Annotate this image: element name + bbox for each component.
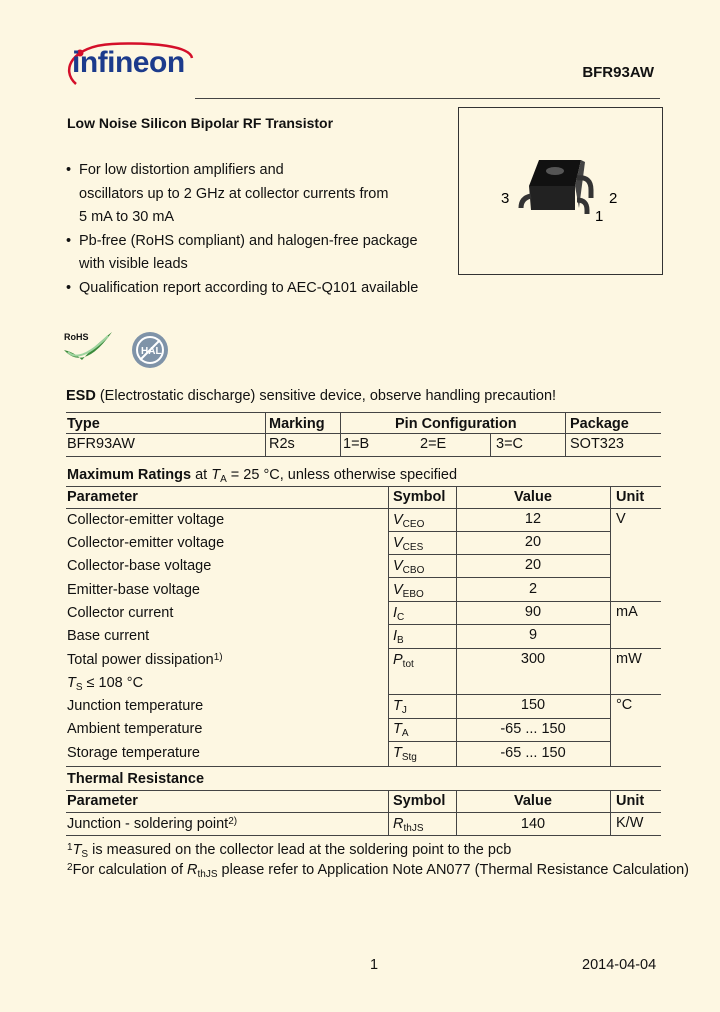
pin-label-2: 2 [609, 190, 618, 207]
param-cell: Collector current [67, 605, 174, 621]
hal-free-icon [128, 330, 172, 370]
max-ratings-title [67, 467, 457, 485]
symbol-letter: V [393, 535, 403, 551]
document-subtitle: Low Noise Silicon Bipolar RF Transistor [67, 115, 334, 131]
page-number: 1 [370, 957, 379, 973]
value-cell: 150 [520, 697, 546, 713]
symbol-letter: I [393, 605, 398, 621]
param-cell: Collector-emitter voltage [67, 535, 225, 551]
param-cell: Emitter-base voltage [67, 582, 200, 598]
value-cell: 9 [528, 627, 538, 643]
rule [388, 577, 610, 578]
rule [66, 790, 661, 791]
header-rule [195, 98, 660, 99]
footnote-text: please refer to Application Note AN077 (Thermal Resistance Calculation) [217, 862, 690, 878]
value-cell: 90 [524, 604, 542, 620]
symbol-letter: V [393, 558, 403, 574]
rule [388, 718, 610, 719]
rule [388, 741, 610, 742]
rule [66, 508, 661, 509]
rohs-label: RoHS [64, 332, 89, 342]
symbol-cell [393, 535, 423, 553]
rule [565, 412, 566, 456]
max-ratings-condition: = 25 °C, unless otherwise specified [226, 467, 458, 483]
symbol-sub: A [401, 728, 409, 739]
type-header: Type [67, 416, 100, 432]
symbol-cell [393, 582, 424, 600]
param-cell [67, 652, 223, 668]
rule [66, 812, 661, 813]
footnote-sym: R [187, 862, 198, 878]
rule [610, 790, 611, 835]
rule [388, 624, 610, 625]
package-value: SOT323 [570, 436, 624, 452]
max-ratings-sub: A [220, 474, 227, 485]
rule [66, 433, 661, 434]
rohs-badge [62, 330, 114, 370]
thermal-param-text: Junction - soldering point [67, 816, 229, 832]
rule [340, 412, 341, 456]
marking-value: R2s [269, 436, 295, 452]
part-number-title: BFR93AW [582, 64, 654, 81]
symbol-letter: P [393, 652, 403, 668]
symbol-letter: V [393, 512, 403, 528]
condition-text: ≤ 108 °C [82, 675, 144, 691]
max-ratings-sym: T [211, 467, 221, 483]
symbol-letter: V [393, 582, 403, 598]
thermal-title: Thermal Resistance [67, 771, 205, 787]
feature-line: oscillators up to 2 GHz at collector currents from [79, 185, 389, 202]
unit-header: Unit [616, 489, 645, 505]
value-cell: -65 ... 150 [500, 745, 566, 761]
rule [66, 456, 661, 457]
footnote-2 [67, 862, 689, 880]
package-drawing [458, 107, 663, 275]
unit-cell: mW [616, 651, 642, 667]
feature-item [66, 277, 418, 301]
rule [265, 412, 266, 456]
condition-sym: T [67, 675, 76, 691]
param-cell: Base current [67, 628, 150, 644]
unit-cell: mA [616, 604, 638, 620]
rule [388, 486, 389, 766]
symbol-letter: T [393, 721, 402, 737]
param-condition [67, 675, 143, 693]
feature-list [66, 159, 418, 300]
symbol-sub: B [397, 635, 404, 646]
symbol-letter: T [393, 745, 402, 761]
pin1-value: 1=B [343, 436, 370, 452]
max-ratings-at: at [191, 467, 212, 483]
symbol-cell [393, 745, 417, 763]
rule [66, 412, 661, 413]
rule [66, 835, 661, 836]
footnote-1 [67, 842, 511, 860]
footnote-ref: 1) [213, 652, 223, 663]
symbol-letter: I [393, 628, 398, 644]
rule [66, 486, 661, 487]
rule [388, 694, 661, 695]
rule [388, 601, 661, 602]
value-header: Value [514, 489, 552, 505]
footnote-ref: 2) [228, 816, 238, 827]
max-ratings-label: Maximum Ratings [67, 467, 192, 483]
symbol-sub: C [397, 612, 405, 623]
thermal-symbol-cell [393, 816, 424, 834]
pin2-value: 2=E [420, 436, 447, 452]
type-value: BFR93AW [67, 436, 135, 452]
symbol-header: Symbol [393, 489, 446, 505]
footnote-sym: T [72, 842, 82, 858]
symbol-sub: CEO [402, 519, 425, 530]
footnote-text: is measured on the collector lead at the soldering point to the pcb [88, 842, 512, 858]
esd-text: (Electrostatic discharge) sensitive device, observe handling precaution! [95, 388, 557, 404]
footnote-number: 2 [67, 862, 73, 873]
pin-label-1: 1 [595, 208, 604, 225]
package-header: Package [570, 416, 629, 432]
rohs-checkmark-icon [62, 330, 114, 370]
thermal-unit-cell: K/W [616, 815, 644, 831]
rule [66, 766, 661, 767]
thermal-param-header: Parameter [67, 793, 138, 809]
pin-label-3: 3 [501, 190, 510, 207]
rule [388, 554, 610, 555]
param-cell: Collector-base voltage [67, 558, 212, 574]
symbol-cell [393, 652, 414, 670]
feature-item [66, 230, 418, 277]
symbol-sub: tot [402, 659, 414, 670]
feature-item [66, 159, 418, 230]
param-text: Total power dissipation [67, 652, 214, 668]
value-cell: -65 ... 150 [500, 721, 566, 737]
param-cell: Storage temperature [67, 745, 200, 761]
rule [388, 790, 389, 835]
symbol-sub: CBO [402, 565, 425, 576]
param-header: Parameter [67, 489, 138, 505]
pin3-value: 3=C [496, 436, 524, 452]
feature-line: 5 mA to 30 mA [79, 209, 175, 225]
footnote-sub: S [81, 849, 89, 860]
pin-config-header: Pin Configuration [395, 416, 517, 432]
thermal-symbol-header: Symbol [393, 793, 446, 809]
halogen-free-badge [128, 330, 172, 370]
footnote-number: 1 [67, 842, 73, 853]
symbol-sub: Stg [401, 752, 417, 763]
symbol-sub: CES [402, 542, 424, 553]
footnote-text: For calculation of [72, 862, 188, 878]
value-cell: 12 [524, 511, 542, 527]
value-cell: 300 [520, 651, 546, 667]
value-cell: 20 [524, 534, 542, 550]
feature-line: • Qualification report according to AEC-Q101 available [79, 279, 419, 296]
thermal-param-cell [67, 816, 237, 832]
symbol-letter: R [393, 816, 404, 832]
logo-text: infineon [72, 46, 185, 79]
esd-label: ESD [66, 388, 96, 404]
document-date: 2014-04-04 [582, 957, 657, 973]
sot323-package-icon [459, 108, 662, 274]
symbol-cell [393, 628, 404, 646]
unit-cell: °C [616, 697, 633, 713]
thermal-value-header: Value [514, 793, 552, 809]
symbol-cell [393, 721, 409, 739]
thermal-value-cell: 140 [520, 816, 546, 832]
condition-sub: S [75, 682, 83, 693]
rule [490, 433, 491, 456]
feature-line: • For low distortion amplifiers and [79, 162, 284, 178]
feature-line: with visible leads [79, 256, 188, 272]
value-cell: 20 [524, 557, 542, 573]
rule [388, 531, 610, 532]
symbol-letter: T [393, 698, 402, 714]
footnote-sub: thJS [197, 869, 218, 880]
rule [388, 648, 661, 649]
symbol-sub: EBO [402, 589, 424, 600]
symbol-cell [393, 605, 404, 623]
hal-label: HAL [141, 346, 162, 357]
rule [610, 486, 611, 766]
value-cell: 2 [528, 581, 538, 597]
param-cell: Ambient temperature [67, 721, 203, 737]
feature-line: • Pb-free (RoHS compliant) and halogen-free package [79, 232, 418, 249]
marking-header: Marking [269, 416, 325, 432]
unit-cell: V [616, 511, 626, 527]
symbol-cell [393, 698, 407, 716]
thermal-unit-header: Unit [616, 793, 645, 809]
param-cell: Collector-emitter voltage [67, 512, 225, 528]
symbol-sub: thJS [403, 823, 424, 834]
esd-warning [66, 388, 556, 404]
symbol-cell [393, 558, 424, 576]
symbol-cell [393, 512, 424, 530]
param-cell: Junction temperature [67, 698, 204, 714]
infineon-logo [62, 40, 194, 90]
symbol-sub: J [401, 705, 407, 716]
